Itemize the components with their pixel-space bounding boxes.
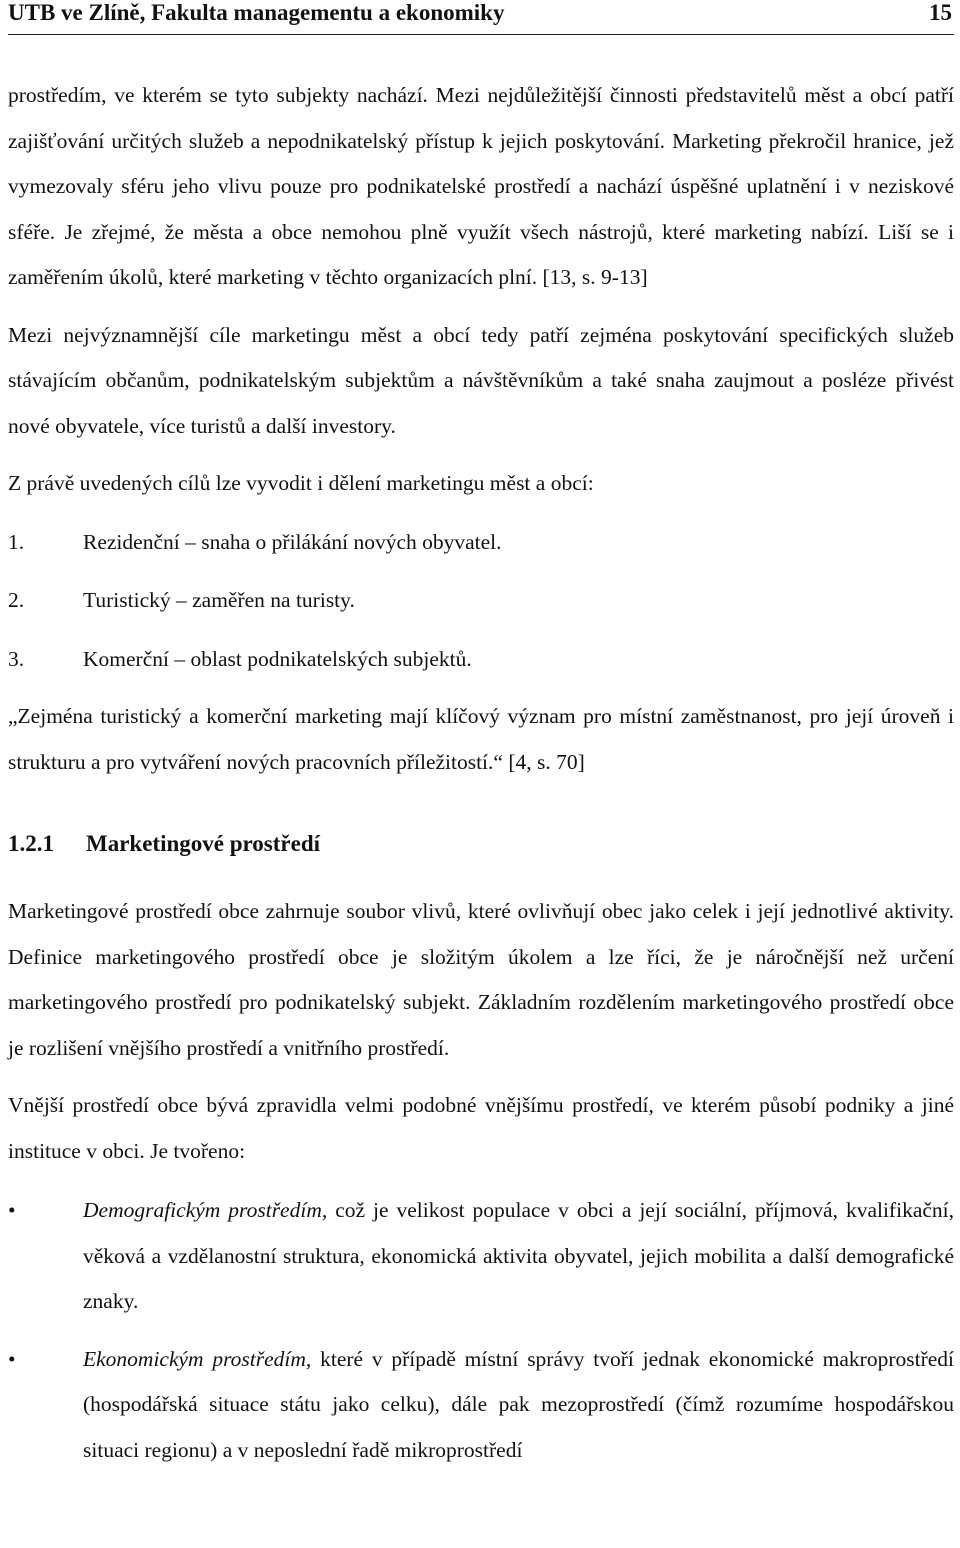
paragraph: Vnější prostředí obce bývá zpravidla velmi podobné vnějšímu prostředí, ve kterém působí podniky a jiné instituce v obci. Je tvořeno: bbox=[8, 1093, 954, 1163]
list-number: 1. bbox=[8, 529, 25, 554]
bullet-icon: • bbox=[8, 1198, 16, 1222]
bullet-item bbox=[8, 1188, 954, 1325]
list-item bbox=[8, 520, 954, 566]
bullet-term: Ekonomickým prostředím, bbox=[83, 1346, 312, 1371]
list-text: Rezidenční – snaha o přilákání nových obyvatel. bbox=[83, 529, 502, 554]
paragraph: Marketingové prostředí obce zahrnuje soubor vlivů, které ovlivňují obec jako celek i její jednotlivé aktivity. Definice marketingového prostředí obce je složitým úkolem a lze říci, že je náročnější než určení marketingového prostředí pro podnikatelský subjekt. Základním rozdělením marketingového prostředí obce je rozlišení vnějšího prostředí a vnitřního prostředí. bbox=[8, 899, 954, 1060]
page-number: 15 bbox=[929, 0, 952, 25]
quote-paragraph: „Zejména turistický a komerční marketing mají klíčový význam pro místní zaměstnanost, pro její úroveň i strukturu a pro vytváření nových pracovních příležitostí.“ [4, s. 70] bbox=[8, 704, 954, 774]
page-header bbox=[8, 0, 954, 35]
bullet-item bbox=[8, 1337, 954, 1474]
bullet-term: Demografickým prostředím, bbox=[83, 1198, 328, 1222]
bullet-body: což je velikost populace v obci a její sociální, příjmová, kvalifikační, věková a vzdělanostní struktura, ekonomická aktivita obyvatel, jejich mobilita a další demografické znaky. bbox=[83, 1198, 954, 1313]
list-item bbox=[8, 637, 954, 683]
header-title: UTB ve Zlíně, Fakulta managementu a ekonomiky bbox=[8, 0, 505, 25]
list-number: 3. bbox=[8, 646, 25, 671]
section-number: 1.2.1 bbox=[8, 831, 54, 856]
document-page bbox=[8, 0, 954, 1473]
bullet-text bbox=[83, 1337, 954, 1474]
list-text: Turistický – zaměřen na turisty. bbox=[83, 588, 355, 612]
section-heading bbox=[8, 829, 954, 859]
list-number: 2. bbox=[8, 588, 25, 612]
section-title: Marketingové prostředí bbox=[86, 831, 321, 856]
paragraph: prostředím, ve kterém se tyto subjekty nachází. Mezi nejdůležitější činnosti představitelů měst a obcí patří zajišťování určitých služeb a nepodnikatelský přístup k jejich poskytování. Marketing překročil hranice, jež vymezovaly sféru jeho vlivu pouze pro podnikatelské prostředí a nachází úspěšné uplatnění i v neziskové sféře. Je zřejmé, že města a obce nemohou plně využít všech nástrojů, které marketing nabízí. Liší se i zaměřením úkolů, které marketing v těchto organizacích plní. [13, s. 9-13] bbox=[8, 83, 954, 289]
bullet-icon: • bbox=[8, 1346, 16, 1371]
document-body bbox=[8, 73, 954, 1473]
list-item bbox=[8, 578, 954, 624]
paragraph: Z právě uvedených cílů lze vyvodit i dělení marketingu měst a obcí: bbox=[8, 471, 594, 495]
list-text: Komerční – oblast podnikatelských subjektů. bbox=[83, 646, 472, 671]
paragraph: Mezi nejvýznamnější cíle marketingu měst a obcí tedy patří zejména poskytování specifických služeb stávajícím občanům, podnikatelským subjektům a návštěvníkům a také snaha zaujmout a posléze přivést nové obyvatele, více turistů a další investory. bbox=[8, 322, 954, 438]
bullet-body: které v případě místní správy tvoří jednak ekonomické makroprostředí (hospodářská situace státu jako celku), dále pak mezoprostředí (čímž rozumíme hospodářskou situaci regionu) a v neposlední řadě mikroprostředí bbox=[83, 1346, 954, 1462]
bullet-text bbox=[83, 1188, 954, 1325]
